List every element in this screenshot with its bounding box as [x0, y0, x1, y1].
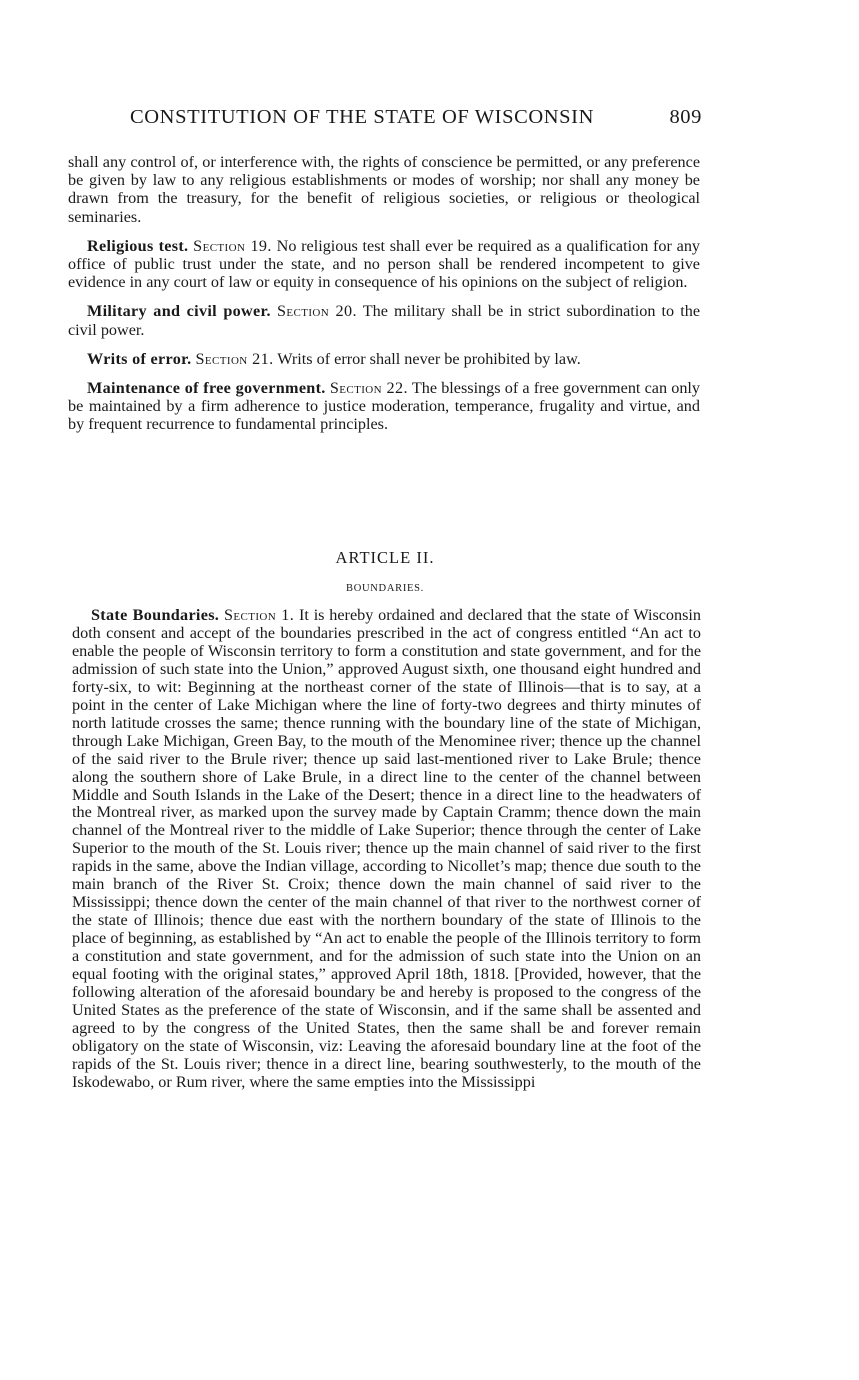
section-number: Section 20. [276, 302, 357, 321]
section-text: No religious test shall ever be required as a qualification for any office of public trust under the state, and no person shall be rendered incompetent to give evidence in any court of law or equity in consequence of his opinions on the subject of religion. [68, 236, 701, 292]
section-text: The military shall be in strict subordination to the civil power. [68, 302, 701, 339]
section-number: Section 19. [193, 236, 272, 255]
section-22-paragraph [68, 379, 700, 434]
article-title: ARTICLE II. [335, 548, 435, 567]
section-text: The blessings of a free government can only be maintained by a firm adherence to justice moderation, temperance, frugality and virtue, and by frequent recurrence to fundamental principles. [68, 379, 701, 434]
section-caption: Religious test. [87, 236, 189, 255]
section-20-paragraph [68, 302, 700, 338]
section-number: Section 1. [223, 606, 295, 624]
continuation-paragraph: shall any control of, or interference with, the rights of conscience be permitted, or any preference be given by law to any religious establishments or modes of worship; nor shall any money be drawn from the treasury, for the benefit of religious societies, or religious or theological seminaries. [68, 153, 700, 226]
section-caption: Writs of error. [87, 349, 192, 368]
bill-of-rights-continuation [68, 153, 700, 434]
page-header-title: CONSTITUTION OF THE STATE OF WISCONSIN [130, 106, 595, 128]
section-number: Section 21. [195, 349, 274, 368]
running-head [130, 104, 702, 130]
article-subtitle: BOUNDARIES. [346, 583, 424, 594]
section-number: Section 22. [329, 379, 408, 398]
section-21-paragraph [68, 350, 700, 368]
page-number: 809 [669, 106, 702, 128]
section-caption: Maintenance of free government. [87, 379, 326, 398]
section-caption: State Boundaries. [91, 606, 220, 624]
state-boundaries-paragraph [72, 607, 701, 1092]
section-caption: Military and civil power. [87, 302, 271, 321]
section-text: It is hereby ordained and declared that the state of Wisconsin doth consent and accept of the boundaries prescribed in the act of congress entitled “An act to enable the people of Wisconsin territory to form a constitution and state government, and for the admission of such state into the Union,” approved August sixth, one thousand eight hundred and forty-six, to wit: Beginning at the northeast corner of the state of Illinois—that is to say, at a point in the center of Lake Michigan where the line of forty-two degrees and thirty minutes of north latitude crosses the same; thence running with the boundary line of the state of Michigan, through Lake Michigan, Green Bay, to the mouth of the Menominee river; thence up the channel of the said river to the Brule river; thence up said last-mentioned river to Lake Brule; thence along the southern shore of Lake Brule, in a direct line to the center of the channel between Middle and South Islands in the Lake of the Desert; thence in a direct line to the headwaters of the Montreal river, as marked upon the survey made by Captain Cramm; thence down the main channel of the Montreal river to the middle of Lake Superior; thence through the center of Lake Superior to the mouth of the St. Louis river; thence up the main channel of said river to the first rapids in the same, above the Indian village, according to Nicollet’s map; thence due south to the main branch of the River St. Croix; thence down the main channel of said river to the Mississippi; thence down the center of the main channel of that river to the northwest corner of the state of Illinois; thence due east with the northern boundary of the state of Illinois to the place of beginning, as established by “An act to enable the people of the Illinois territory to form a constitution and state government, and for the admission of such state into the Union on an equal footing with the original states,” approved April 18th, 1818. [Provided, however, that the following alteration of the aforesaid boundary be and hereby is proposed to the congress of the United States as the preference of the state of Wisconsin, and if the same shall be assented and agreed to by the congress of the United States, then the same shall be and forever remain obligatory on the state of Wisconsin, viz: Leaving the aforesaid boundary line at the foot of the rapids of the St. Louis river; thence in a direct line, bearing southwesterly, to the mouth of the Iskodewabo, or Rum river, where the same empties into the Mississippi [72, 606, 702, 1091]
section-19-paragraph [68, 237, 700, 292]
section-text: Writs of error shall never be prohibited by law. [277, 349, 581, 368]
article-body [72, 607, 701, 1092]
